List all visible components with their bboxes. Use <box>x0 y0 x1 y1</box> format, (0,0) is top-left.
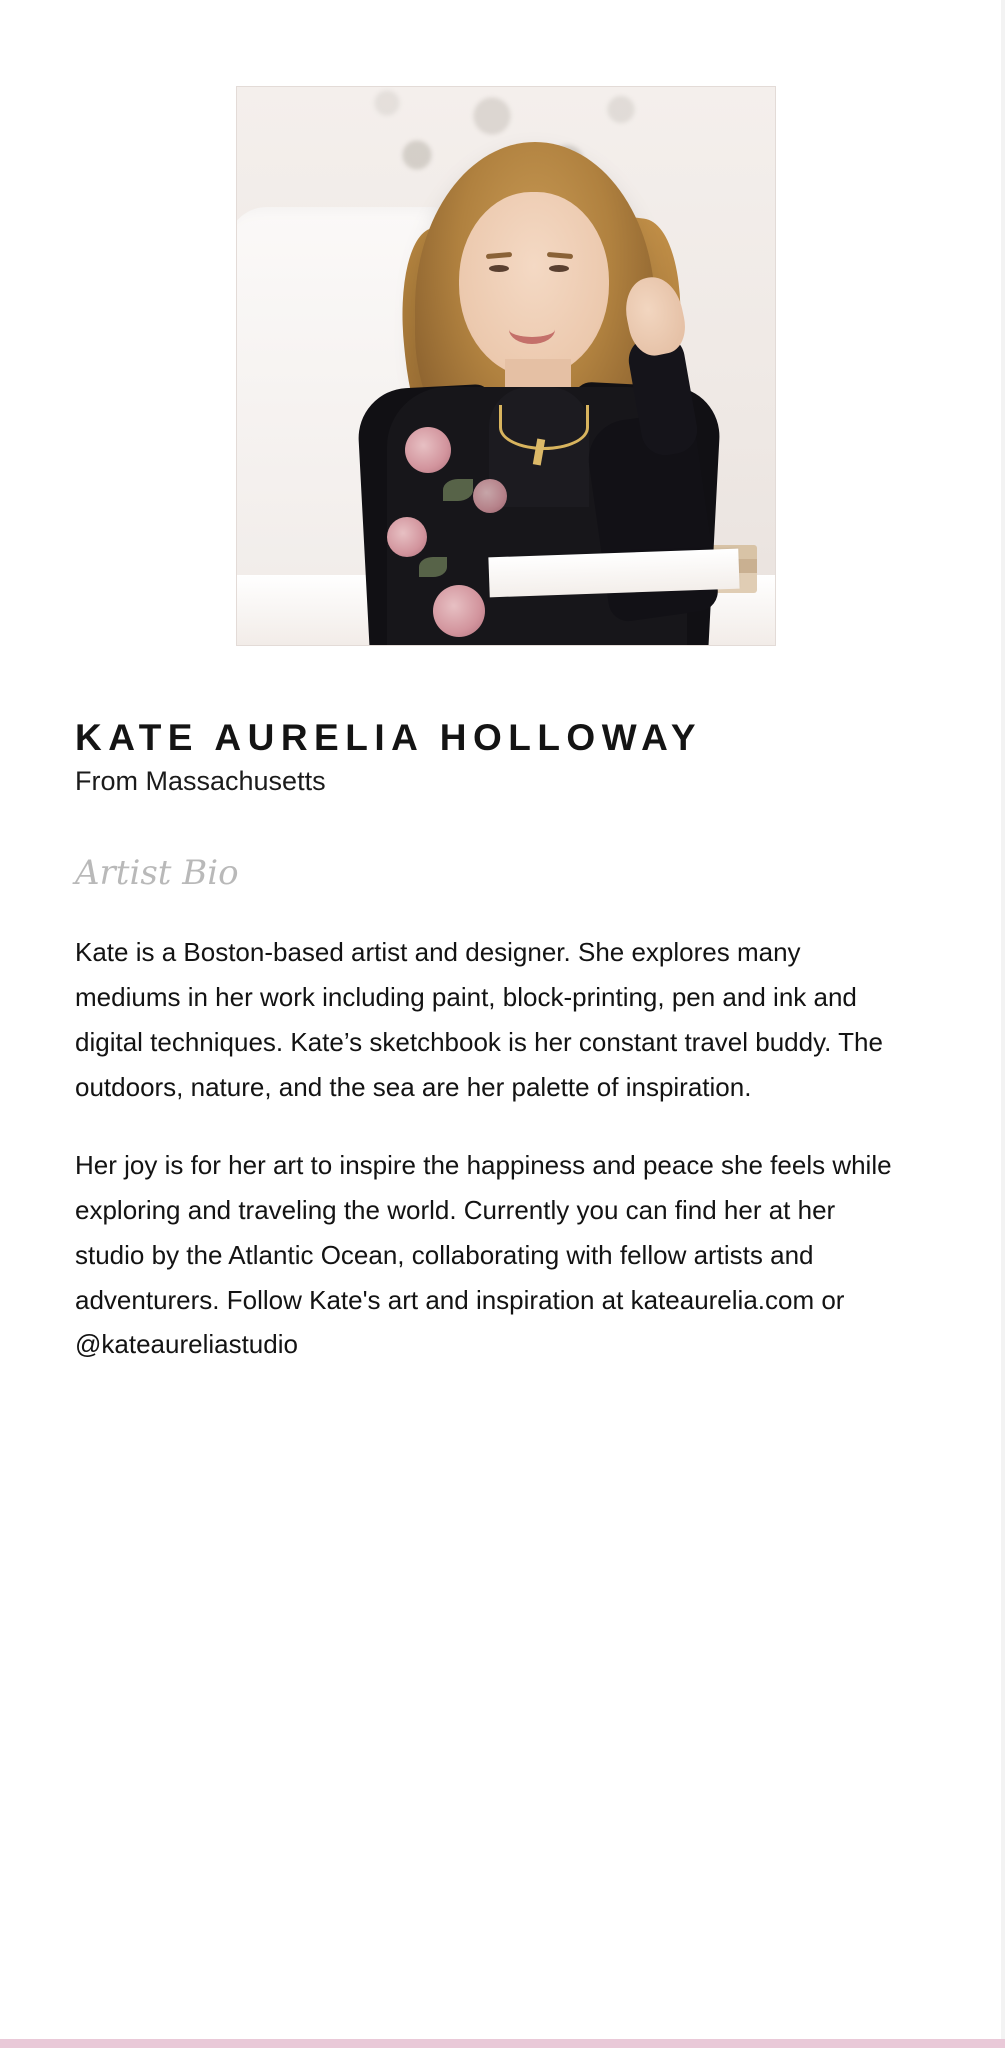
photo-floral-motif <box>405 427 451 473</box>
bio-section-heading: Artist Bio <box>75 853 239 894</box>
photo-smile <box>509 315 555 344</box>
bottom-accent-bar <box>0 2039 1005 2048</box>
photo-floral-motif <box>473 479 507 513</box>
bio-paragraph: Her joy is for her art to inspire the happiness and peace she feels while exploring and traveling the world. Currently you can find her at her studio by the Atlantic Ocean, collaborating with fellow artists and adventurers. Follow Kate's art and inspiration at kateaurelia.com or @kateaureliastudio <box>75 1150 892 1360</box>
photo-leaf-motif <box>443 479 473 501</box>
photo-floral-motif <box>387 517 427 557</box>
photo-leaf-motif <box>419 557 447 577</box>
bio-paragraph: Kate is a Boston-based artist and designer. She explores many mediums in her work including paint, block-printing, pen and ink and digital techniques. Kate’s sketchbook is her constant travel buddy. The outdoors, nature, and the sea are her palette of inspiration. <box>75 937 883 1102</box>
photo-face <box>459 192 609 377</box>
artist-photo-frame <box>236 86 776 646</box>
artist-photo <box>236 86 776 646</box>
artist-name: KATE AURELIA HOLLOWAY <box>75 717 703 758</box>
artist-location: From Massachusetts <box>75 765 326 796</box>
page-right-edge <box>1001 0 1005 2048</box>
photo-eye-right <box>549 265 569 272</box>
photo-floral-motif <box>433 585 485 637</box>
photo-eye-left <box>489 265 509 272</box>
artist-bio-content <box>75 718 935 1367</box>
